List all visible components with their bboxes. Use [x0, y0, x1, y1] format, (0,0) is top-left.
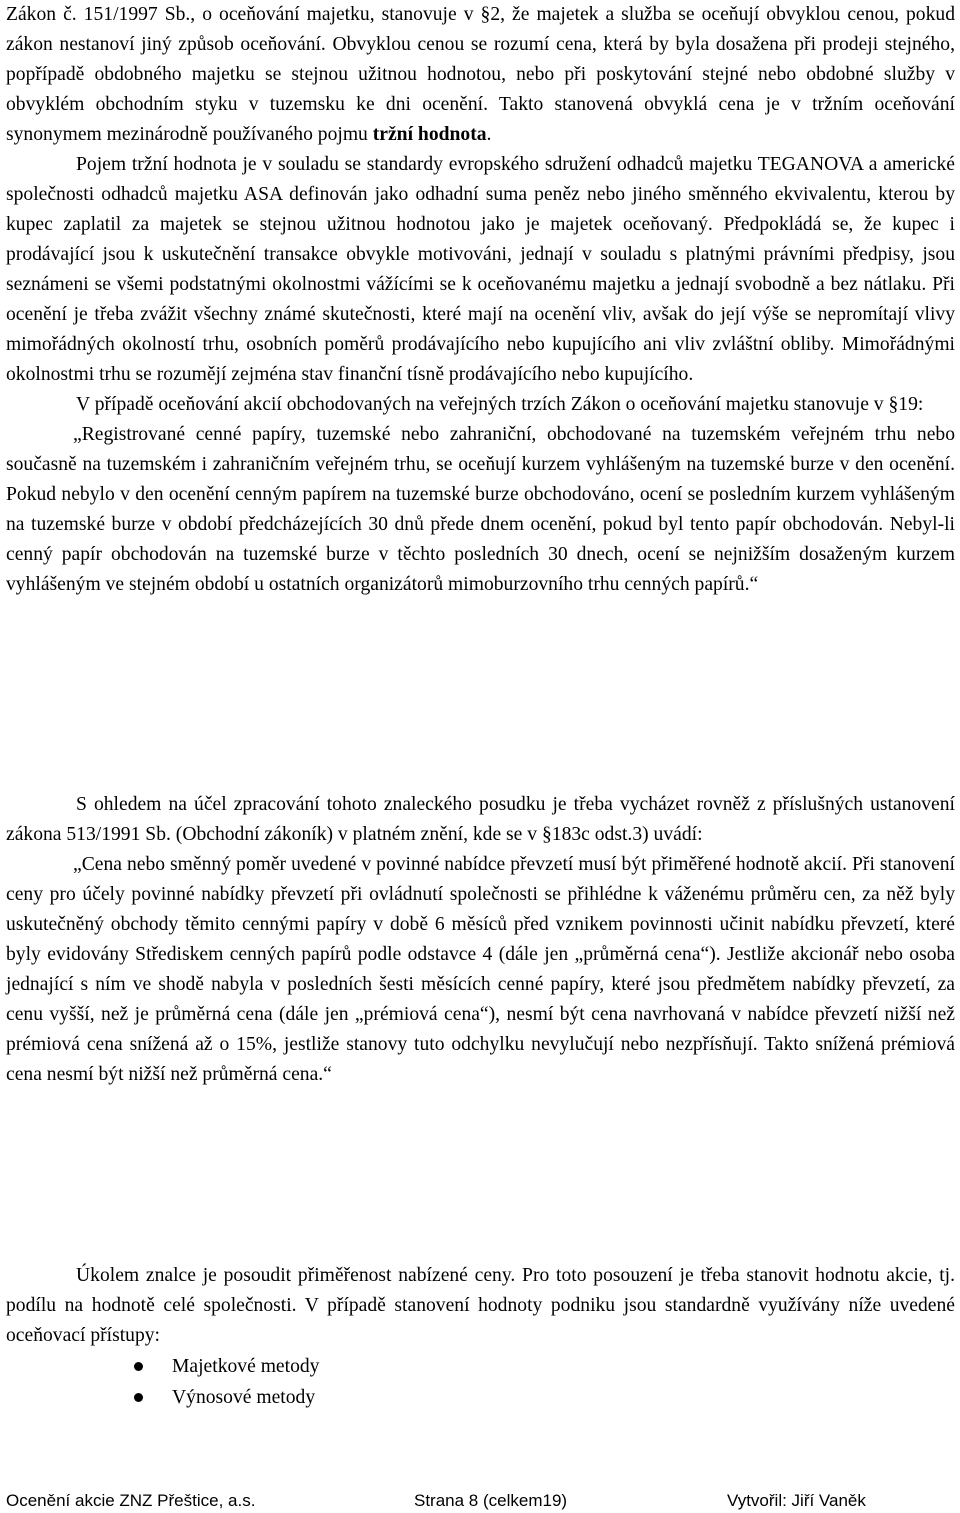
paragraph-ukol-znalce: Úkolem znalce je posoudit přiměřenost nabízené ceny. Pro toto posouzení je třeba stanovit hodnotu akcie, tj. podílu na hodnotě celé společnosti. V případě stanovení hodnoty podniku jsou standardně využívány níže uvedené oceňovací přístupy: [6, 1265, 955, 1346]
bullet-icon [134, 1362, 143, 1371]
list-item: Majetkové metody [134, 1351, 319, 1382]
bold-term-trzni-hodnota: tržní hodnota [372, 124, 487, 145]
list-item: Výnosové metody [134, 1382, 319, 1413]
bullet-icon [134, 1393, 143, 1402]
text-block-obchodni-zakonik [6, 790, 955, 1090]
quote-paragraph-19: „Registrované cenné papíry, tuzemské nebo zahraniční, obchodované na tuzemském veřejném trhu nebo současně na tuzemském i zahraničním veřejném trhu, se oceňují kurzem vyhlášeným na tuzemské burze v den ocenění. Pokud nebylo v den ocenění cenným papírem na tuzemské burze obchodováno, ocení se posledním kurzem vyhlášeným na tuzemské burze v období předcházejících 30 dnů přede dnem ocenění, pokud byl tento papír obchodován. Nebyl-li cenný papír obchodován na tuzemské burze v těchto posledních 30 dnech, ocení se nejnižším dosaženým kurzem vyhlášeným ve stejném období u ostatních organizátorů mimoburzovního trhu cenných papírů.“ [6, 424, 955, 595]
paragraph-akcie-verejne-trhy: V případě oceňování akcií obchodovaných na veřejných trzích Zákon o oceňování majetku stanovuje v §19: [76, 394, 924, 415]
footer-document-title: Ocenění akcie ZNZ Přeštice, a.s. [6, 1491, 256, 1510]
footer-author: Vytvořil: Jiří Vaněk [727, 1491, 866, 1510]
text-block-valuation-law [6, 0, 955, 600]
paragraph-trzni-hodnota: Pojem tržní hodnota je v souladu se standardy evropského sdružení odhadců majetku TEGANOVA a americké společnosti odhadců majetku ASA definován jako odhadní suma peněz nebo jiného směnného ekvivalentu, kterou by kupec zaplatil za majetek se stejnou užitnou hodnotou jako je majetek oceňovaný. Předpokládá se, že kupec i prodávající jsou k uskutečnění transakce obvykle motivováni, jednají v souladu s platnými právními předpisy, jsou seznámeni se všemi podstatnými okolnostmi vážícími se k oceňovanému majetku a jednají svobodně a bez nátlaku. Při ocenění je třeba zvážit všechny známé skutečnosti, které mají na ocenění vliv, avšak do její výše se nepromítají vlivy mimořádných okolností trhu, osobních poměrů prodávajícího nebo kupujícího ani vliv zvláštní obliby. Mimořádnými okolnostmi trhu se rozumějí zejména stav finanční tísně prodávajícího nebo kupujícího. [6, 154, 955, 385]
footer-page-number: Strana 8 (celkem19) [414, 1491, 568, 1510]
quote-paragraph-183c: „Cena nebo směnný poměr uvedené v povinné nabídce převzetí musí být přiměřené hodnotě akcií. Při stanovení ceny pro účely povinné nabídky převzetí při ovládnutí společnosti se přihlédne k váženému průměru cen, za něž byly uskutečněný obchody těmito cennými papíry v době 6 měsíců před vznikem povinnosti učinit nabídku převzetí, které byly evidovány Střediskem cenných papírů podle odstavce 4 (dále jen „průměrná cena“). Jestliže akcionář nebo osoba jednající s ním ve shodě nabyla v posledních šesti měsících cenné papíry, které jsou předmětem nabídky převzetí, za cenu vyšší, než je průměrná cena (dále jen „prémiová cena“), nesmí být cena navrhovaná v nabídce převzetí nižší než prémiová cena snížená až o 15%, jestliže stanovy tuto odchylku nevylučují nebo nezpřísňují. Takto snížená prémiová cena nesmí být nižší než průměrná cena.“ [6, 854, 955, 1085]
paragraph-obchodni-zakonik: S ohledem na účel zpracování tohoto znaleckého posudku je třeba vycházet rovněž z příslušných ustanovení zákona 513/1991 Sb. (Obchodní zákoník) v platném znění, kde se v §183c odst.3) uvádí: [6, 794, 955, 845]
method-list [134, 1351, 319, 1413]
text-block-ukol-znalce [6, 1261, 955, 1351]
paragraph-obvykla-cena: Zákon č. 151/1997 Sb., o oceňování majetku, stanovuje v §2, že majetek a služba se oceňují obvyklou cenou, pokud zákon nestanoví jiný způsob oceňování. Obvyklou cenou se rozumí cena, která by byla dosažena při prodeji stejného, popřípadě obdobného majetku se stejnou užitnou hodnotou, nebo při poskytování stejné nebo obdobné služby v obvyklém obchodním styku v tuzemsku ke dni ocenění. Takto stanovená obvyklá cena je v tržním oceňování synonymem mezinárodně používaného pojmu tržní hodnota. [6, 4, 955, 145]
